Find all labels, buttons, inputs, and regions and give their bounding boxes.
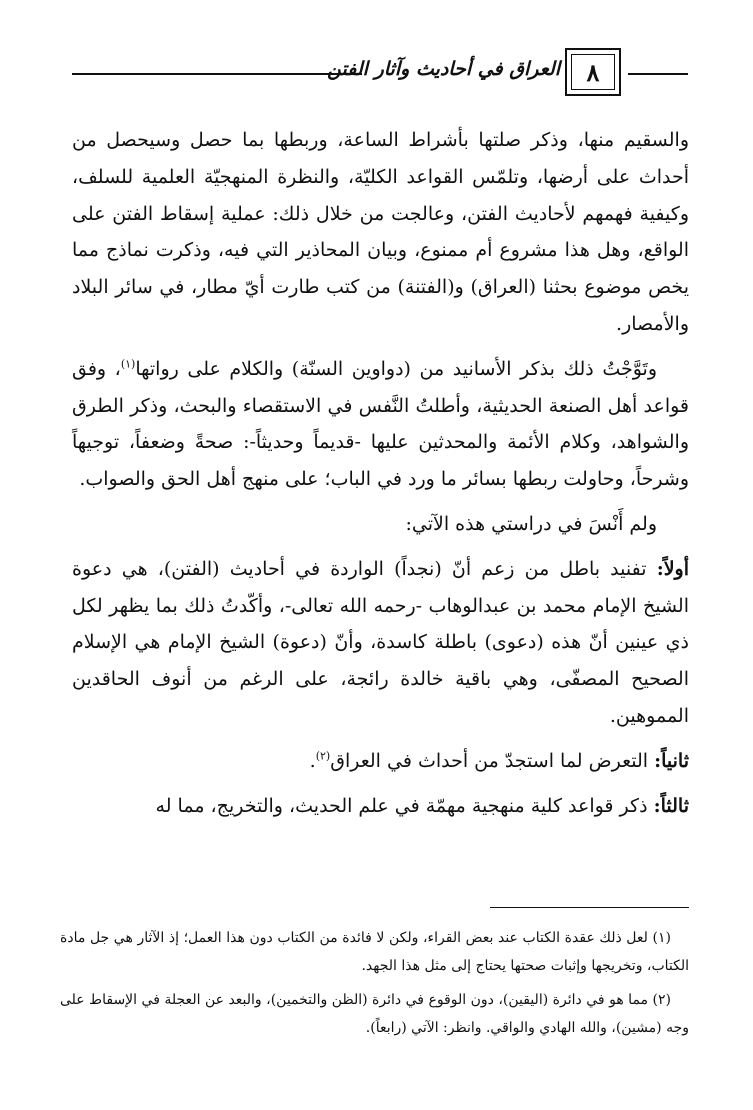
paragraph-2 [72, 351, 689, 498]
footnote-ref-2[interactable]: (٢) [315, 749, 331, 763]
point-2-end: . [309, 749, 316, 772]
footnote-divider [490, 907, 689, 908]
paragraph-1: والسقيم منها، وذكر صلتها بأشراط الساعة، وربطها بما حصل وسيحصل من أحداث على أرضها، وتلمّس القواعد الكليّة، والنظرة المنهجيّة العلمية للسلف، وكيفية فهمهم لأحاديث الفتن، وعالجت من خلال ذلك: عملية إسقاط الفتن على الواقع، وهل هذا مشروع أم ممنوع، وبيان المحاذير التي فيه، وذكرت نماذج مما يخص موضوع بحثنا (العراق) و(الفتنة) من كتب طارت أيّ مطار، في سائر البلاد والأمصار. [72, 129, 689, 335]
paragraph-3: ولم أَنْسَ في دراستي هذه الآتي: [405, 512, 657, 535]
footnote-1: (١) لعل ذلك عقدة الكتاب عند بعض القراء، ولكن لا فائدة من الكتاب دون هذا العمل؛ إذ الآثار هي جل مادة الكتاب، وتخريجها وإثبات صحتها يحتاج إلى مثل هذا الجهد. [60, 930, 689, 974]
header-rule-right [628, 73, 688, 75]
page-number: ٨ [571, 54, 615, 90]
point-3-text: ذكر قواعد كلية منهجية مهمّة في علم الحديث، والتخريج، مما له [155, 794, 654, 817]
paragraph-4 [72, 551, 689, 735]
footnote-ref-1[interactable]: (١) [120, 357, 136, 371]
page-header [0, 40, 753, 110]
paragraph-2-rest: ، وفق قواعد أهل الصنعة الحديثية، وأطلتُ النَّفس في الاستقصاء والبحث، وذكر الطرق والشواهد، وكلام الأئمة والمحدثين عليها -قديماً وحديثاً-: صحةً وضعفاً، توجيهاً وشرحاً، وحاولت ربطها بسائر ما ورد في الباب؛ على منهج أهل الحق والصواب. [72, 357, 689, 491]
point-1-label: أولاً: [656, 557, 689, 580]
point-3-label: ثالثاً: [653, 794, 689, 817]
main-text [72, 122, 689, 832]
running-title: العراق في أحاديث وآثار الفتن [327, 58, 560, 80]
footnote-2: (٢) مما هو في دائرة (اليقين)، دون الوقوع في دائرة (الظن والتخمين)، والبعد عن العجلة في الإسقاط على وجه (مشين)، والله الهادي والواقي. وانظر: الآتي (رابعاً). [60, 992, 689, 1036]
paragraph-6 [72, 788, 689, 825]
paragraph-5 [72, 743, 689, 780]
point-2-label: ثانياً: [654, 749, 689, 772]
header-rule-left [72, 73, 362, 75]
page-number-frame [565, 48, 621, 96]
point-1-text: تفنيد باطل من زعم أنّ (نجداً) الواردة في أحاديث (الفتن)، هي دعوة الشيخ الإمام محمد بن عبدالوهاب -رحمه الله تعالى-، وأكّدتُ ذلك بما يظهر لكل ذي عينين أنّ هذه (دعوى) باطلة كاسدة، وأنّ (دعوة) الشيخ الإمام هي الإسلام الصحيح المصفّى، وهي باقية خالدة رائجة، على الرغم من أنوف الحاقدين المموهين. [72, 557, 689, 727]
paragraph-2-start: وتَوَّجْتُ ذلك بذكر الأسانيد من (دواوين السنّة) والكلام على رواتها [135, 357, 657, 380]
footnotes [60, 924, 689, 1048]
point-2-text: التعرض لما استجدّ من أحداث في العراق [330, 749, 655, 772]
